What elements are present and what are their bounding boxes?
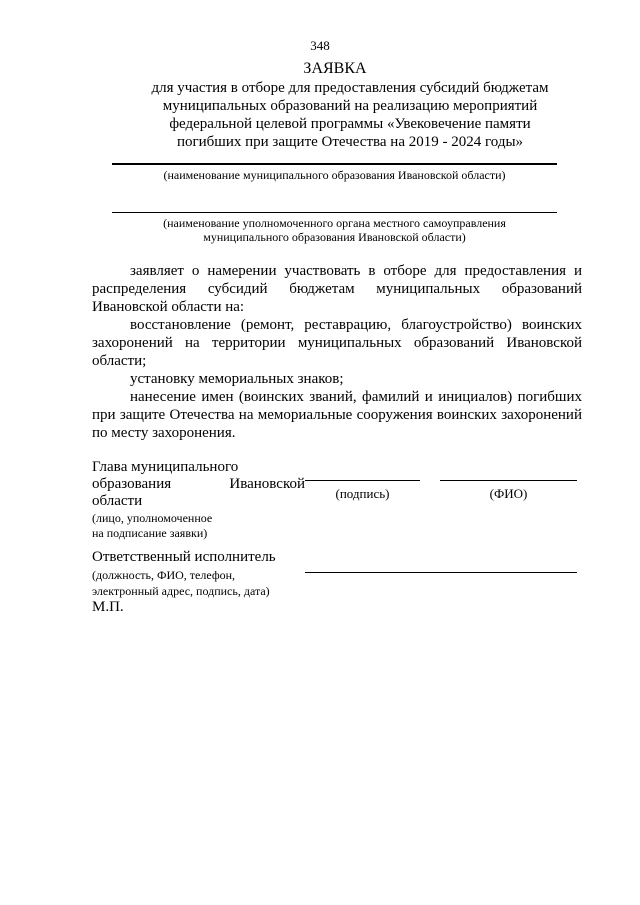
executor-label: Ответственный исполнитель (92, 549, 276, 565)
name-caption: (ФИО) (489, 486, 528, 501)
executor-note-line: электронный адрес, подпись, дата) (92, 584, 270, 598)
executor-note (92, 567, 312, 599)
municipality-name-caption: (наименование муниципального образования Ивановской области) (163, 168, 506, 182)
body-paragraph: установку мемориальных знаков; (130, 371, 344, 387)
authority-name-line[interactable] (112, 212, 557, 213)
signatory-line: Главa муниципального (92, 459, 239, 475)
signatory-note (92, 511, 312, 541)
authority-name-caption (112, 216, 557, 244)
signature-caption: (подпись) (335, 486, 390, 501)
signatory-line (92, 476, 305, 493)
authority-caption-line: муниципального образования Ивановской области) (203, 230, 466, 244)
body-paragraph: заявляет о намерении участвовать в отборе для предоставления и распределения субсидий бюджетам муниципальных образований Ивановской области на: (92, 263, 582, 315)
document-title: ЗАЯВКА (303, 60, 367, 77)
application-body (92, 262, 582, 442)
signatory-block (92, 459, 312, 541)
executor-block (92, 549, 312, 616)
signatory-note-line: на подписание заявки) (92, 526, 208, 540)
executor-note-line: (должность, ФИО, телефон, (92, 568, 236, 582)
page-number: 348 (310, 38, 330, 53)
body-paragraph: восстановление (ремонт, реставрацию, благоустройство) воинских захоронений на территории муниципальных образований Ивановской области; (92, 317, 582, 369)
subtitle-line: федеральной целевой программы «Увековечение памяти (169, 116, 531, 132)
signatory-word: Ивановской (229, 476, 305, 492)
name-line[interactable] (440, 480, 577, 481)
stamp-mark: М.П. (92, 599, 124, 615)
signature-line[interactable] (305, 480, 420, 481)
municipality-name-line[interactable] (112, 163, 557, 165)
signatory-note-line: (лицо, уполномоченное (92, 511, 213, 525)
subtitle-line: муниципальных образований на реализацию мероприятий (162, 98, 538, 114)
subtitle-line: погибших при защите Отечества на 2019 - 2024 годы» (176, 134, 524, 150)
subtitle-line: для участия в отборе для предоставления субсидий бюджетам (151, 80, 549, 96)
document-subtitle (110, 79, 590, 151)
authority-caption-line: (наименование уполномоченного органа местного самоуправления (163, 216, 506, 230)
executor-details-line[interactable] (305, 572, 577, 573)
signatory-line: области (92, 493, 143, 509)
signatory-word: образования (92, 476, 172, 492)
body-paragraph: нанесение имен (воинских званий, фамилий и инициалов) погибших при защите Отечества на мемориальные сооружения воинских захоронений по месту захоронения. (92, 389, 582, 441)
